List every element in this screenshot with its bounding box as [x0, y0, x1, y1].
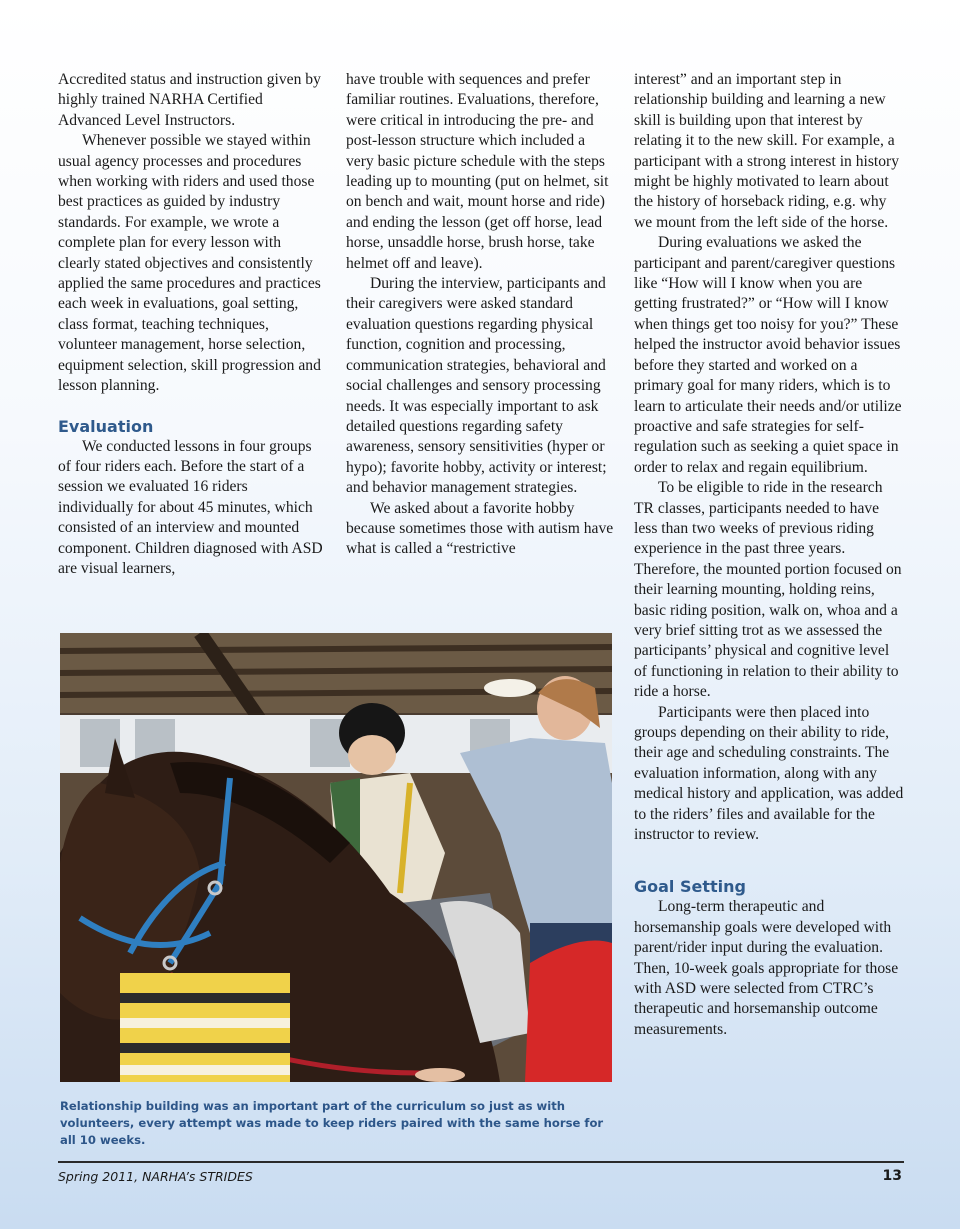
section-heading-goal-setting: Goal Setting [634, 877, 746, 897]
paragraph: We asked about a favorite hobby because sometimes those with autism have what is called a “restrictive [346, 499, 614, 558]
paragraph: Long-term therapeutic and horsemanship goals were developed with parent/rider input during the evaluation. Then, 10-week goals appropriate for those with ASD were selected from CTRC’s therapeutic and horsemanship outcome measurements. [634, 898, 899, 1038]
footer-divider [58, 1161, 904, 1163]
paragraph: Whenever possible we stayed within usual agency processes and procedures when working with riders and used those best practices as guided by industry standards. For example, we wrote a complete plan for every lesson with clearly stated objectives and consistently applied the same procedures and practices each week in evaluations, goal setting, class format, teaching techniques, volunteer management, horse selection, equipment selection, skill progression and lesson planning. [58, 132, 321, 395]
paragraph: Participants were then placed into groups depending on their ability to ride, their age and scheduling constraints. The evaluation information, along with any medical history and application, was added to the riders’ files and available for the instructor to review. [634, 703, 904, 844]
paragraph: To be eligible to ride in the research TR classes, participants needed to have less than two weeks of previous riding experience in the past three years. Therefore, the mounted portion focused on their learning mounting, holding reins, basic riding position, walk on, whoa and a very brief sitting trot as we assessed the participants’ physical and cognitive level of functioning in relation to their ability to ride a horse. [634, 479, 902, 701]
text-column-3 [634, 70, 906, 1040]
paragraph: During the interview, participants and their caregivers were asked standard evaluation questions regarding physical function, cognition and processing, communication strategies, behavioral and social challenges and sensory processing needs. It was especially important to ask detailed questions regarding safety awareness, sensory sensitivities (hyper or hypo); favorite hobby, activity or interest; and behavior management strategies. [346, 275, 607, 497]
article-photo [60, 633, 612, 1082]
text-column-2 [346, 70, 616, 560]
text-column-1 [58, 70, 326, 579]
paragraph: Accredited status and instruction given by highly trained NARHA Certified Advanced Level Instructors. [58, 71, 321, 129]
paragraph: During evaluations we asked the participant and parent/caregiver questions like “How will I know when you are getting frustrated?” or “How will I know when things get too noisy for you?” These helped the instructor avoid behavior issues before they started and worked on a primary goal for many riders, which is to learn to articulate their needs and/or utilize proactive and safe strategies for self-regulation such as seeking a quiet space in order to relax and regain equilibrium. [634, 234, 902, 476]
photo-caption: Relationship building was an important part of the curriculum so just as with volunteers, every attempt was made to keep riders paired with the same horse for all 10 weeks. [60, 1099, 604, 1147]
section-heading-evaluation: Evaluation [58, 416, 154, 436]
paragraph: have trouble with sequences and prefer familiar routines. Evaluations, therefore, were critical in introducing the pre- and post-lesson structure which included a very basic picture schedule with the steps leading up to mounting (put on helmet, sit on bench and wait, mount horse and ride) and ending the lesson (get off horse, lead horse, unsaddle horse, brush horse, take helmet off and leave). [346, 71, 609, 272]
page-number: 13 [882, 1168, 902, 1184]
paragraph: interest” and an important step in relationship building and learning a new skill is building upon that interest by relating it to the new skill. For example, a participant with a strong interest in history might be highly motivated to learn about the history of horseback riding, e.g. why we mount from the left side of the horse. [634, 71, 900, 231]
paragraph: We conducted lessons in four groups of four riders each. Before the start of a session we evaluated 16 riders individually for about 45 minutes, which consisted of an interview and mounted component. Children diagnosed with ASD are visual learners, [58, 437, 323, 577]
footer-issue: Spring 2011, NARHA’s STRIDES [58, 1169, 253, 1184]
